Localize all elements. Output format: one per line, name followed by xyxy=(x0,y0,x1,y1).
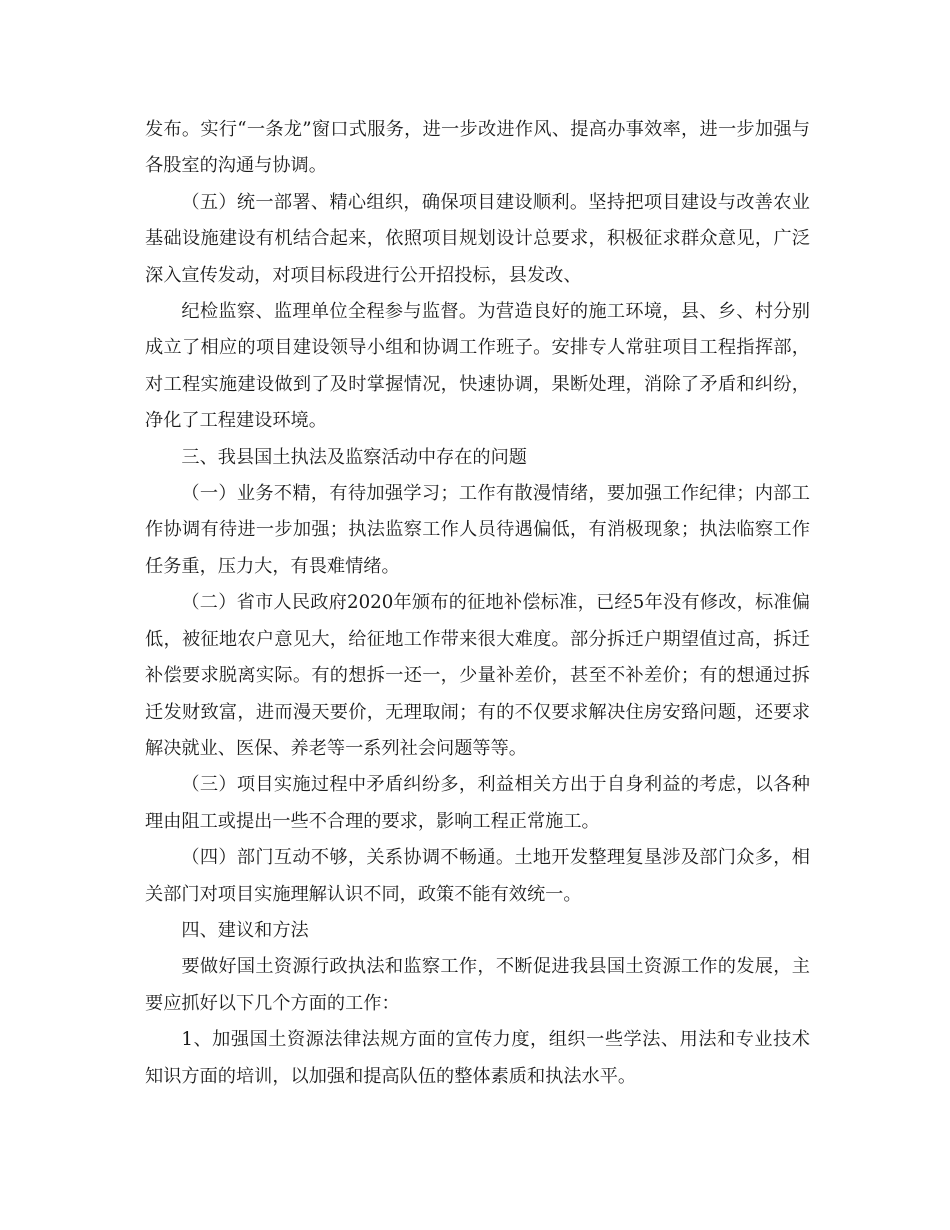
paragraph-1: 发布。实行“一条龙”窗口式服务，进一步改进作风、提高办事效率，进一步加强与各股室的沟通与协调。 xyxy=(145,119,810,177)
paragraph-2: （五）统一部署、精心组织，确保项目建设顺利。坚持把项目建设与改善农业基础设施建设有机结合起来，依照项目规划设计总要求，积极征求群众意见，广泛深入宣传发动，对项目标段进行公开招投标，县发改、 xyxy=(145,191,810,286)
paragraph-11: 1、加强国土资源法律法规方面的宣传力度，组织一些学法、用法和专业技术知识方面的培训，以加强和提高队伍的整体素质和执法水平。 xyxy=(145,1029,810,1087)
section-heading-4: 四、建议和方法 xyxy=(181,919,309,941)
section-heading-3: 三、我县国土执法及监察活动中存在的问题 xyxy=(181,446,527,468)
paragraph-8: （四）部门互动不够，关系协调不畅通。土地开发整理复垦涉及部门众多，相关部门对项目实施理解认识不同，政策不能有效统一。 xyxy=(145,847,810,905)
paragraph-6: （二）省市人民政府2020年颁布的征地补偿标准，已经5年没有修改，标准偏低，被征地农户意见大，给征地工作带来很大难度。部分拆迁户期望值过高，拆迁补偿要求脱离实际。有的想拆一还一，少量补差价，甚至不补差价；有的想通过拆迁发财致富，进而漫天要价，无理取闹；有的不仅要求解决住房安臵问题，还要求解决就业、医保、养老等一系列社会问题等等。 xyxy=(145,592,810,759)
paragraph-5: （一）业务不精，有待加强学习；工作有散漫情绪，要加强工作纪律；内部工作协调有待进一步加强；执法监察工作人员待遇偏低，有消极现象；执法临察工作任务重，压力大，有畏难情绪。 xyxy=(145,483,810,577)
document-body xyxy=(145,112,810,1095)
paragraph-3: 纪检监察、监理单位全程参与监督。为营造良好的施工环境，县、乡、村分别成立了相应的项目建设领导小组和协调工作班子。安排专人常驻项目工程指挥部，对工程实施建设做到了及时掌握情况，快速协调，果断处理，消除了矛盾和纠纷，净化了工程建设环境。 xyxy=(145,301,810,432)
paragraph-7: （三）项目实施过程中矛盾纠纷多，利益相关方出于自身利益的考虑，以各种理由阻工或提出一些不合理的要求，影响工程正常施工。 xyxy=(145,774,810,832)
paragraph-10: 要做好国土资源行政执法和监察工作，不断促进我县国土资源工作的发展，主要应抓好以下几个方面的工作： xyxy=(145,956,810,1014)
